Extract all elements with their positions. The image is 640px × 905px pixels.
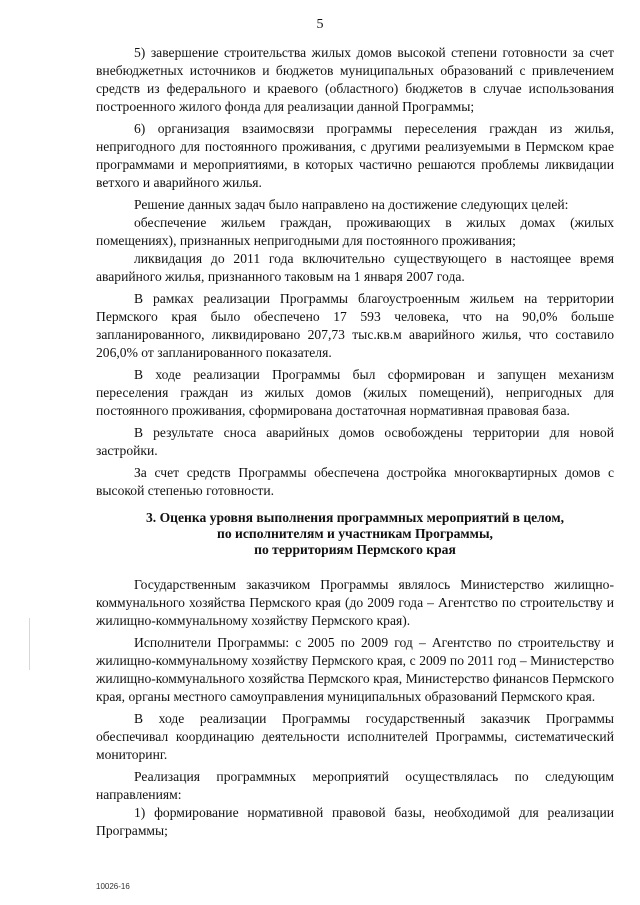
page-number: 5 [316, 17, 324, 32]
paragraph-directions-intro: Реализация программных мероприятий осуществлялась по следующим направлениям: [96, 769, 614, 802]
paragraph-task-6: 6) организация взаимосвязи программы переселения граждан из жилья, непригодного для постоянного проживания, с другими реализуемыми в Пермском крае программами и мероприятиями, в которых частично решаются проблемы ликвидации ветхого и аварийного жилья. [96, 121, 614, 190]
section-heading-line-3: по территориям Пермского края [254, 542, 456, 557]
section-heading [96, 510, 614, 558]
paragraph-coordination: В ходе реализации Программы государственный заказчик Программы обеспечивал координацию деятельности исполнителей Программы, систематический мониторинг. [96, 711, 614, 762]
page-body [96, 44, 614, 840]
paragraph-goal-housing: обеспечение жильем граждан, проживающих в жилых домах (жилых помещениях), признанных непригодными для постоянного проживания; [96, 215, 614, 248]
paragraph-direction-1: 1) формирование нормативной правовой базы, необходимой для реализации Программы; [96, 805, 614, 838]
paragraph-goals-intro: Решение данных задач было направлено на достижение следующих целей: [134, 197, 569, 212]
section-heading-line-1: 3. Оценка уровня выполнения программных мероприятий в целом, [145, 510, 565, 525]
paragraph-results-mechanism: В ходе реализации Программы был сформирован и запущен механизм переселения граждан из жилых домов (жилых помещений), непригодных для постоянного проживания, сформирована достаточная нормативная правовая база. [96, 367, 614, 418]
paragraph-customer: Государственным заказчиком Программы являлось Министерство жилищно-коммунального хозяйства Пермского края (до 2009 года – Агентство по строительству и жилищно-коммунальному хозяйству Пермского края). [96, 577, 614, 628]
section-heading-line-2: по исполнителям и участникам Программы, [217, 526, 493, 541]
paragraph-results-completion: За счет средств Программы обеспечена достройка многоквартирных домов с высокой степенью готовности. [96, 465, 614, 498]
footer-code: 10026-16 [96, 882, 130, 891]
scan-artifact-line [29, 618, 30, 670]
paragraph-executors: Исполнители Программы: с 2005 по 2009 год – Агентство по строительству и жилищно-коммунальному хозяйству Пермского края, с 2009 по 2011 год – Министерство жилищно-коммунального хозяйства Пермского края, Министерство финансов Пермского края, органы местного самоуправления муниципальных образований Пермского края. [96, 635, 614, 704]
paragraph-task-5: 5) завершение строительства жилых домов высокой степени готовности за счет внебюджетных источников и бюджетов муниципальных образований с привлечением средств из федерального и краевого (областного) бюджетов в случае использования построенного жилого фонда для реализации данной Программы; [96, 45, 614, 114]
paragraph-results-territory: В результате сноса аварийных домов освобождены территории для новой застройки. [96, 425, 614, 458]
paragraph-results-housing: В рамках реализации Программы благоустроенным жильем на территории Пермского края было обеспечено 17 593 человека, что на 90,0% больше запланированного, ликвидировано 207,73 тыс.кв.м аварийного жилья, что составило 206,0% от запланированного показателя. [96, 291, 614, 360]
paragraph-goal-liquidation: ликвидация до 2011 года включительно существующего в настоящее время аварийного жилья, признанного таковым на 1 января 2007 года. [96, 251, 614, 284]
